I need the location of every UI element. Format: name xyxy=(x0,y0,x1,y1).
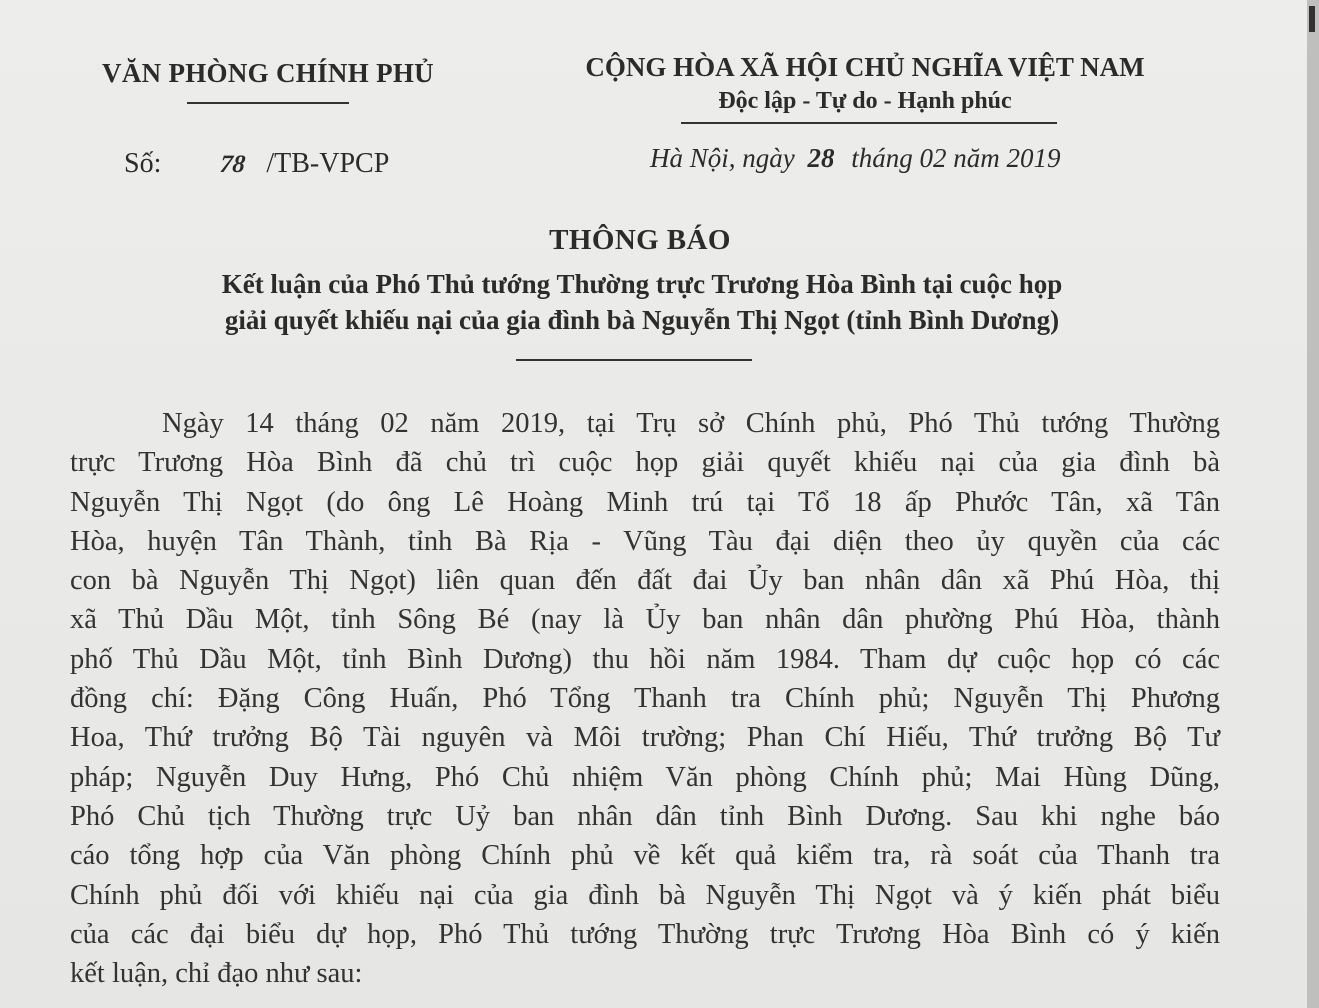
date-suffix: tháng 02 năm 2019 xyxy=(851,143,1061,173)
body-line: kết luận, chỉ đạo như sau: xyxy=(70,958,363,990)
body-line: Chính phủ đối với khiếu nại của gia đình bà Nguyễn Thị Ngọt và ý kiến phát biểu xyxy=(70,879,1220,911)
body-paragraph xyxy=(70,404,1220,993)
issuing-agency-block xyxy=(58,58,478,104)
document-title: THÔNG BÁO xyxy=(549,224,731,256)
page-edge xyxy=(1307,0,1319,1008)
document-number-prefix: Số: xyxy=(124,148,162,179)
body-line: pháp; Nguyễn Duy Hưng, Phó Chủ nhiệm Văn phòng Chính phủ; Mai Hùng Dũng, xyxy=(70,761,1220,793)
motto-underline xyxy=(681,122,1057,124)
date-prefix: Hà Nội, ngày xyxy=(650,143,795,173)
national-heading-block xyxy=(545,52,1185,124)
body-line: đồng chí: Đặng Công Huấn, Phó Tổng Thanh tra Chính phủ; Nguyễn Thị Phương xyxy=(70,683,1220,715)
document-subject xyxy=(112,266,1172,338)
document-number xyxy=(124,148,389,180)
issuing-agency: VĂN PHÒNG CHÍNH PHỦ xyxy=(102,58,434,88)
document-date xyxy=(650,143,1061,174)
body-line: cáo tổng hợp của Văn phòng Chính phủ về kết quả kiểm tra, rà soát của Thanh tra xyxy=(70,840,1220,872)
body-line: trực Trương Hòa Bình đã chủ trì cuộc họp giải quyết khiếu nại của gia đình bà xyxy=(70,447,1220,479)
body-line: con bà Nguyễn Thị Ngọt) liên quan đến đất đai Ủy ban nhân dân xã Phú Hòa, thị xyxy=(70,565,1220,597)
page-edge-mark xyxy=(1309,6,1315,32)
agency-underline xyxy=(187,102,349,104)
body-line: Nguyễn Thị Ngọt (do ông Lê Hoàng Minh trú tại Tổ 18 ấp Phước Tân, xã Tân xyxy=(70,486,1220,518)
national-motto: Độc lập - Tự do - Hạnh phúc xyxy=(718,88,1012,114)
body-line: Hòa, huyện Tân Thành, tỉnh Bà Rịa - Vũng Tàu đại diện theo ủy quyền của các xyxy=(70,525,1220,557)
body-line: của các đại biểu dự họp, Phó Thủ tướng Thường trực Trương Hòa Bình có ý kiến xyxy=(70,918,1220,950)
subject-line: giải quyết khiếu nại của gia đình bà Nguyễn Thị Ngọt (tỉnh Bình Dương) xyxy=(224,305,1060,335)
subject-underline xyxy=(516,359,752,361)
date-day-handwritten: 28 xyxy=(807,143,835,173)
body-line: Ngày 14 tháng 02 năm 2019, tại Trụ sở Chính phủ, Phó Thủ tướng Thường xyxy=(162,408,1220,439)
national-title: CỘNG HÒA XÃ HỘI CHỦ NGHĨA VIỆT NAM xyxy=(585,52,1145,82)
body-line: xã Thủ Dầu Một, tỉnh Sông Bé (nay là Ủy ban nhân dân phường Phú Hòa, thành xyxy=(70,604,1220,636)
document-number-handwritten: 78 xyxy=(218,151,247,178)
body-line: phố Thủ Dầu Một, tỉnh Bình Dương) thu hồi năm 1984. Tham dự cuộc họp có các xyxy=(70,643,1220,675)
body-line: Phó Chủ tịch Thường trực Uỷ ban nhân dân tỉnh Bình Dương. Sau khi nghe báo xyxy=(70,800,1220,832)
subject-line: Kết luận của Phó Thủ tướng Thường trực Trương Hòa Bình tại cuộc họp xyxy=(221,269,1063,299)
body-line: Hoa, Thứ trưởng Bộ Tài nguyên và Môi trường; Phan Chí Hiếu, Thứ trưởng Bộ Tư xyxy=(70,722,1220,754)
document-number-suffix: /TB-VPCP xyxy=(266,148,390,179)
